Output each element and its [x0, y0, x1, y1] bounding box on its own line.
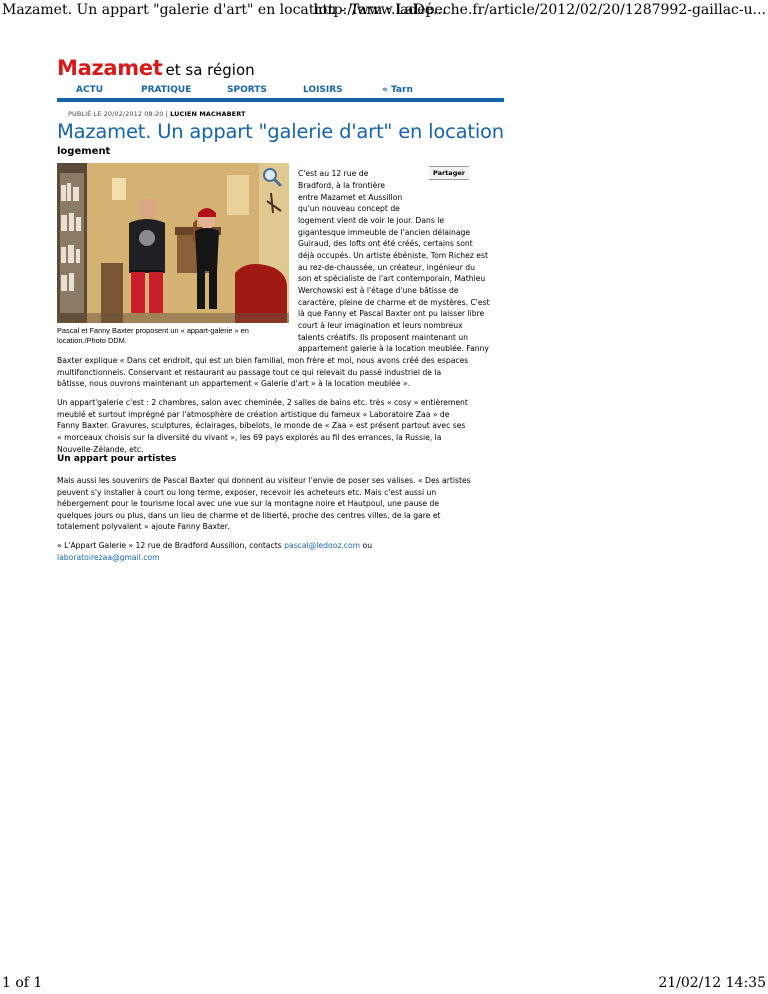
section-header [57, 56, 255, 80]
text-line: « morceaux choisis sur la diversité du vivant », les 69 pays explorés au fil des errances, la Russie, la [57, 433, 442, 442]
text-line: qu'un nouveau concept de [298, 204, 400, 213]
print-header [0, 2, 768, 20]
text-line: déjà occupés. Un artiste ébéniste, Tom Richez est [298, 251, 488, 260]
text-line: quelques jours ou plus, dans un lieu de charme et de liberté, proche des centres villes, de la gare et [57, 511, 441, 520]
article-title: Mazamet. Un appart "galerie d'art" en location [57, 120, 504, 143]
nav-item-tarn[interactable]: « Tarn [382, 85, 413, 95]
print-page-url: http://www.ladepeche.fr/article/2012/02/20/1287992-gaillac-u... [313, 2, 766, 18]
text-line: hébergement pour le tourisme local avec une vue sur la montagne noire et Hautpoul, une pause de [57, 499, 440, 508]
text-line: meublé et surtout imprégné par l'atmosphère de création artistique du fameux « Laboratoire Zaa » de [57, 410, 450, 419]
nav-item-pratique[interactable]: PRATIQUE [141, 85, 192, 95]
text-line: Fanny Baxter. Gravures, sculptures, éclairages, bibelots, le monde de « Zaa » est présent partout avec ses [57, 421, 466, 430]
nav-item-sports[interactable]: SPORTS [227, 85, 267, 95]
email-link-pascal[interactable]: pascal@ledooz.com [284, 541, 361, 550]
text-line: Werchowski est à l'étage d'une bâtisse de [298, 286, 459, 295]
contact-line [57, 540, 372, 552]
article-meta [68, 110, 246, 118]
contact-address: « L'Appart Galerie » 12 rue de Bradford Aussillon, contacts [57, 541, 282, 550]
nav-item-loisirs[interactable]: LOISIRS [303, 85, 343, 95]
text-line: talents créatifs. Ils proposent maintenant un [298, 333, 468, 342]
text-line: son et spécialiste de l'art contemporain, Mathieu [298, 274, 486, 283]
text-line: Baxter explique « Dans cet endroit, qui est un bien familial, mon frère et moi, nous avons créé des espaces [57, 356, 469, 365]
text-line: Guiraud, des lofts ont été créés, certains sont [298, 239, 473, 248]
text-line: totalement polyvalent » ajoute Fanny Baxter. [57, 522, 230, 531]
text-line: Un appart'galerie c'est : 2 chambres, salon avec cheminée, 2 salles de bains etc. très « cosy » entièrement [57, 398, 468, 407]
email-link-laboratoire[interactable]: laboratoirezaa@gmail.com [57, 553, 160, 562]
nav-item-actu[interactable]: ACTU [76, 85, 104, 95]
text-line: bâtisse, nous ouvrons maintenant un appartement « Galerie d'art » à la location meublée ». [57, 379, 411, 388]
article-subheading: Un appart pour artistes [57, 454, 177, 464]
print-page-title: Mazamet. Un appart "galerie d'art" en location - Tarn : LaDé... [2, 2, 447, 18]
photo-illustration [57, 163, 289, 323]
text-line: au rez-de-chaussée, un créateur, ingénieur du [298, 263, 475, 272]
publish-date: PUBLIÉ LE 20/02/2012 08:20 | [68, 110, 168, 118]
zoom-icon[interactable] [262, 167, 282, 187]
print-footer [0, 975, 768, 993]
text-line: gigantesque immeuble de l'ancien délainage [298, 228, 471, 237]
text-line: Mais aussi les souvenirs de Pascal Baxter qui donnent au visiteur l'envie de poser ses valises. « Des artistes [57, 476, 471, 485]
text-line: Bradford, à la frontière [298, 181, 386, 190]
print-page-count: 1 of 1 [2, 975, 43, 991]
section-brand[interactable]: Mazamet [57, 56, 163, 80]
text-line: appartement galerie à la location meublée. Fanny [298, 344, 489, 353]
text-line: là que Fanny et Pascal Baxter ont pu laisser libre [298, 309, 485, 318]
text-line: entre Mazamet et Aussillon [298, 193, 403, 202]
text-line: caractère, pleine de charme et de mystères. C'est [298, 298, 490, 307]
text-line: Nouvelle-Zélande, etc. [57, 445, 144, 454]
article-kicker: logement [57, 146, 111, 157]
photo-caption: Pascal et Fanny Baxter proposent un « appart-galerie » en location./Photo DDM. [57, 326, 249, 345]
section-region: et sa région [165, 61, 255, 79]
author-name: LUCIEN MACHABERT [170, 110, 246, 118]
contact-join: ou [362, 541, 373, 550]
share-button[interactable]: Partager [429, 166, 469, 180]
text-line: C'est au 12 rue de [298, 169, 369, 178]
text-line: logement vient de voir le jour. Dans le [298, 216, 445, 225]
text-line: peuvent s'y installer à court ou long terme, exposer, recevoir les acheteurs etc. Mais c'est aussi un [57, 488, 437, 497]
text-line: multifonctionnels. Conservant et restaurant au passage tout ce qui relevait du passé industriel de la [57, 368, 442, 377]
section-nav [57, 84, 504, 102]
text-line: court à leur imagination et leurs nombreux [298, 321, 463, 330]
article-photo[interactable] [57, 163, 289, 323]
print-datetime: 21/02/12 14:35 [658, 975, 766, 991]
